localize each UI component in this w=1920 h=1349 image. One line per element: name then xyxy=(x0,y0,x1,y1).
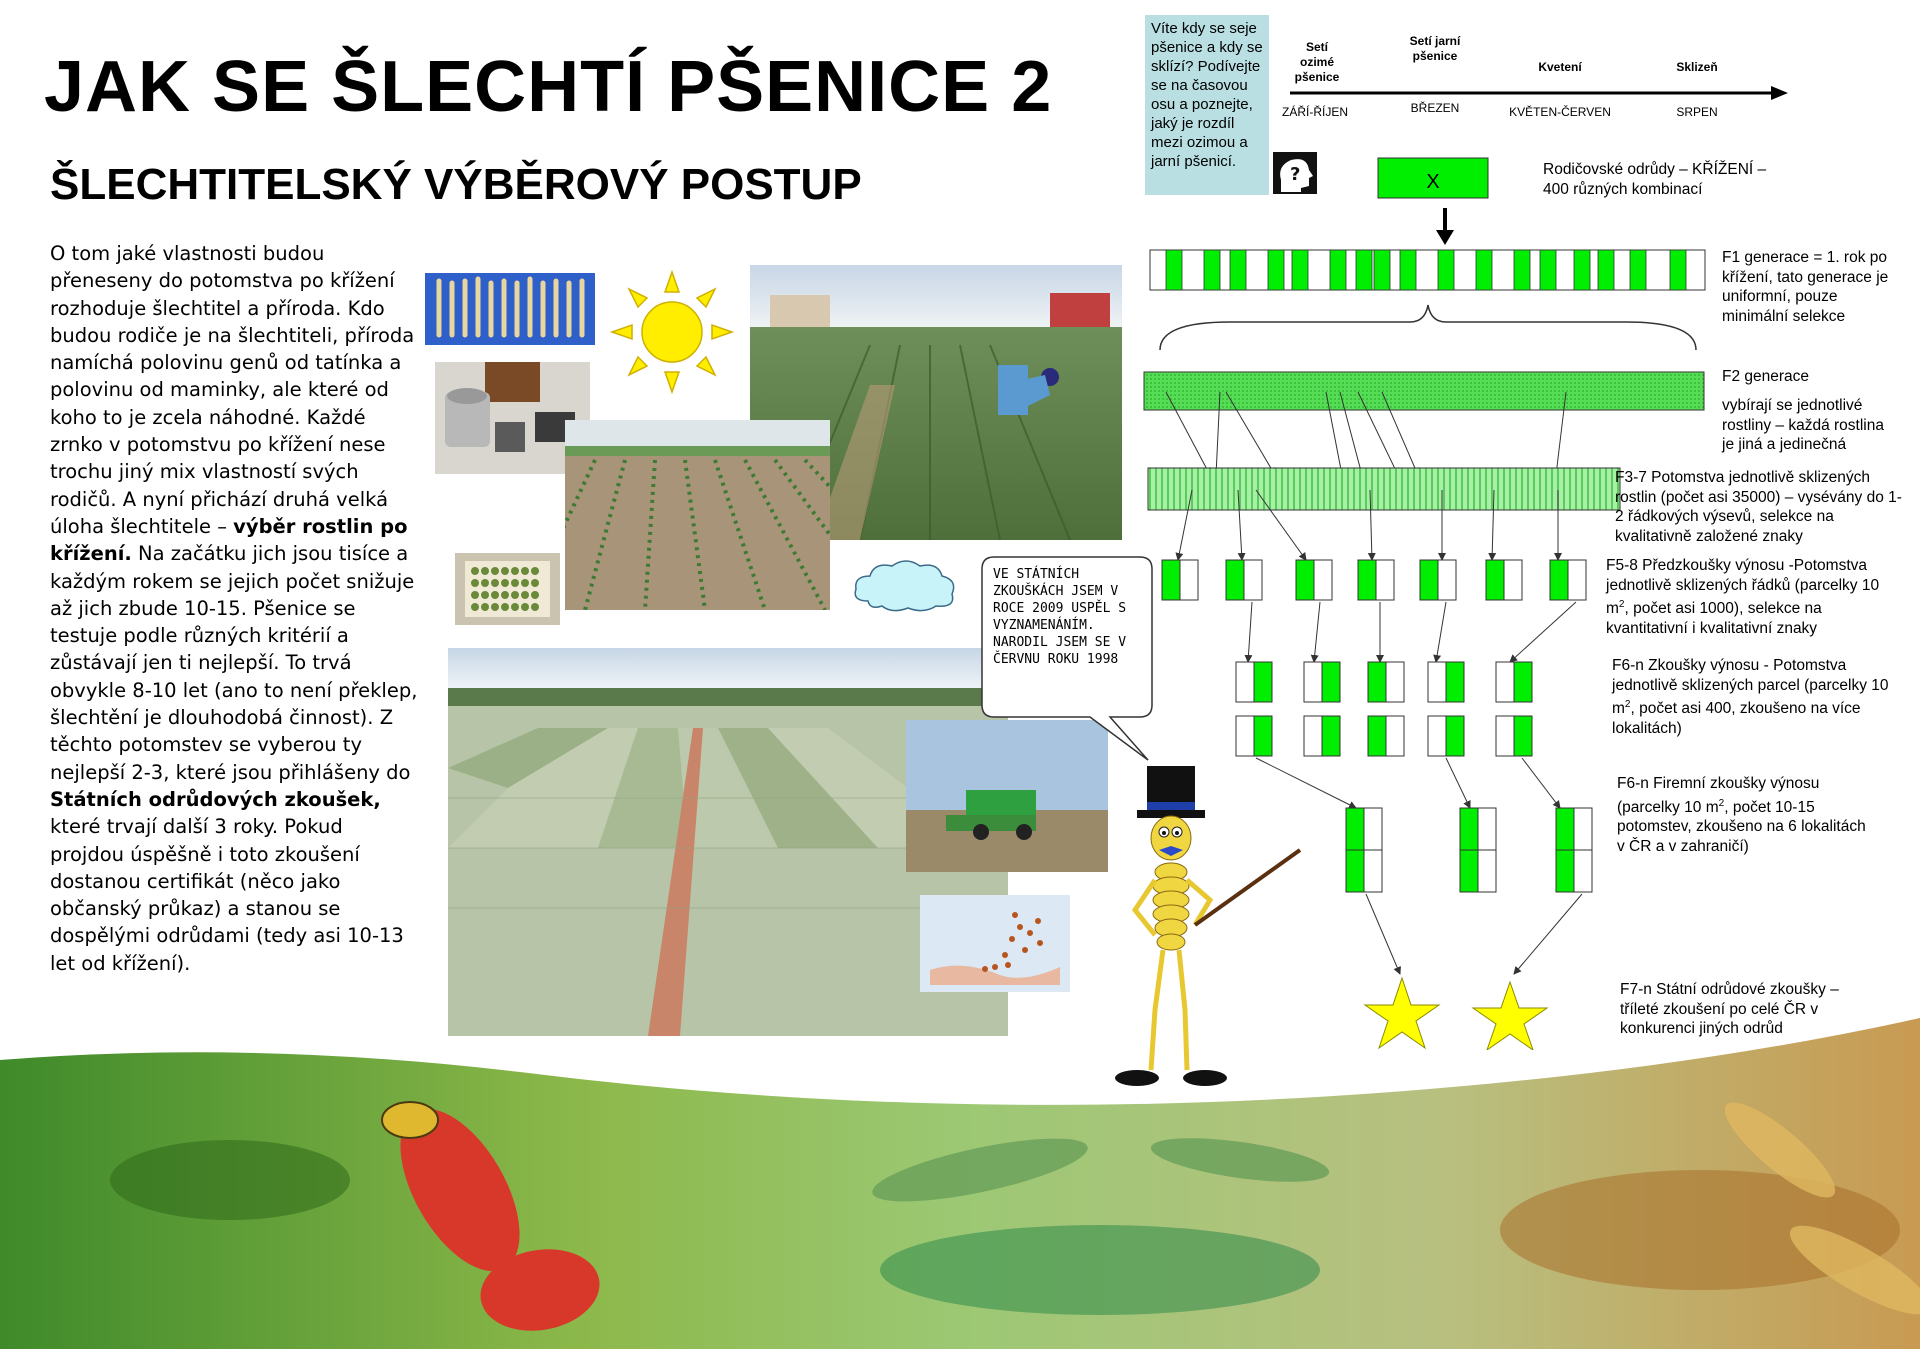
grain-in-hand-photo xyxy=(920,895,1070,992)
timeline-arrow xyxy=(1285,82,1790,106)
mascot-speech: VE STÁTNÍCH ZKOUŠKÁCH JSEM V ROCE 2009 USPĚL S VYZNAMENÁNÍM. NARODIL JSEM SE V ČERVNU ROKU 1998 xyxy=(993,567,1127,667)
svg-text:?: ? xyxy=(1290,164,1301,185)
body-paragraph-2: Na začátku jich jsou tisíce a každým rokem se jejich počet snižuje až jich zbude 10-15. Pšenice se testuje podle různých kritérií a zůstávají jen ti nejlepší. To trvá obvykle 8-10 let (ano to není překlep, šlechtění je dlouhodobá činnost). Z těchto potomstev se vyberou ty nejlepší 2-3, které jsou přihlášeny do xyxy=(50,542,418,784)
page-subtitle: ŠLECHTITELSKÝ VÝBĚROVÝ POSTUP xyxy=(50,160,862,209)
firm-trials-row xyxy=(1346,808,1592,892)
f1-label: F1 generace = 1. rok po křížení, tato generace je uniformní, pouze minimální selekce xyxy=(1722,249,1889,325)
timeline-label: Sklizeň xyxy=(1676,60,1718,74)
wheat-ears-photo xyxy=(425,273,595,345)
body-bold-2: Státních odrůdových zkoušek, xyxy=(50,787,381,811)
timeline-label: Kvetení xyxy=(1538,60,1582,74)
timeline-date: BŘEZEN xyxy=(1410,101,1460,115)
decorative-banner xyxy=(0,1010,1920,1349)
timeline-date: ZÁŘÍ-ŘÍJEN xyxy=(1282,105,1348,119)
body-bold-1: výběr rostlin po křížení. xyxy=(50,514,408,566)
page-title: JAK SE ŠLECHTÍ PŠENICE 2 xyxy=(44,47,1053,127)
firm-trials-label: F6-n Firemní zkoušky výnosu (parcelky 10 $m^2$, počet 10-15 potomstev, zkoušeno na 6 lokalitách v ČR a v zahraničí) xyxy=(1617,775,1866,855)
seed-tray-photo xyxy=(455,553,560,625)
f58-row xyxy=(1162,560,1586,600)
parents-label: Rodičovské odrůdy – KŘÍŽENÍ – 400 různých kombinací xyxy=(1543,161,1767,198)
f37-strip xyxy=(1148,468,1620,510)
f58-label: F5-8 Předzkoušky výnosu -Potomstva jednotlivě sklizených řádků (parcelky 10 $m^2$, počet asi 1000), selekce na kvantitativní i kvalitativní znaky xyxy=(1606,557,1880,637)
f37-label: F3-7 Potomstva jednotlivě sklizených rostlin (počet asi 35000) – vysévány do 1-2 řádkových výsevů, selekce na kvalitativně založené znaky xyxy=(1615,469,1902,545)
f2-title: F2 generace xyxy=(1722,368,1810,385)
body-paragraph-3: které trvají další 3 roky. Pokud projdou úspěšně i toto zkoušení dostanou certifikát (něco jako občanský průkaz) a stanou se dospělými odrůdami (tedy asi 10-13 let od křížení). xyxy=(50,815,404,975)
state-trials-label: F7-n Státní odrůdové zkoušky – tříleté zkoušení po celé ČR v konkurenci jiných odrůd xyxy=(1620,981,1839,1037)
body-paragraph-1: O tom jaké vlastnosti budou přeneseny do potomstva po křížení rozhoduje šlechtitel a příroda. Kdo budou rodiče je na šlechtiteli, příroda namíchá polovinu genů od tatínka a polovinu od maminky, ale které od koho to je zcela náhodné. Každé zrnko v potomstvu po křížení nese trochu jiný mix vlastností svých rodičů. A nyní přichází druhá velká úloha šlechtitele – xyxy=(50,242,415,538)
timeline-date: KVĚTEN-ČERVEN xyxy=(1509,105,1611,119)
f2-strip xyxy=(1144,372,1704,410)
young-wheat-field-photo xyxy=(565,420,830,610)
f1-strip xyxy=(1150,250,1705,290)
timeline-label: Setí ozimé pšenice xyxy=(1294,40,1340,84)
cloud-icon xyxy=(848,556,960,616)
question-box: Víte kdy se seje pšenice a kdy se sklízí? Podívejte se na časovou osu a poznejte, jaký je rozdíl mezi ozimou a jarní pšenicí. xyxy=(1145,15,1269,195)
f6n-row xyxy=(1236,662,1532,756)
cross-symbol: X xyxy=(1426,171,1440,193)
body-text xyxy=(50,240,420,977)
timeline-date: SRPEN xyxy=(1676,105,1718,119)
f2-description: vybírají se jednotlivé rostliny – každá rostlina je jiná a jedinečná xyxy=(1722,397,1884,453)
sun-icon xyxy=(610,270,735,395)
timeline-label: Setí jarní pšenice xyxy=(1409,34,1461,63)
f6n-label: F6-n Zkoušky výnosu - Potomstva jednotlivě sklizených parcel (parcelky 10 $m^2$, počet asi 400, zkoušeno na více lokalitách) xyxy=(1612,657,1889,737)
